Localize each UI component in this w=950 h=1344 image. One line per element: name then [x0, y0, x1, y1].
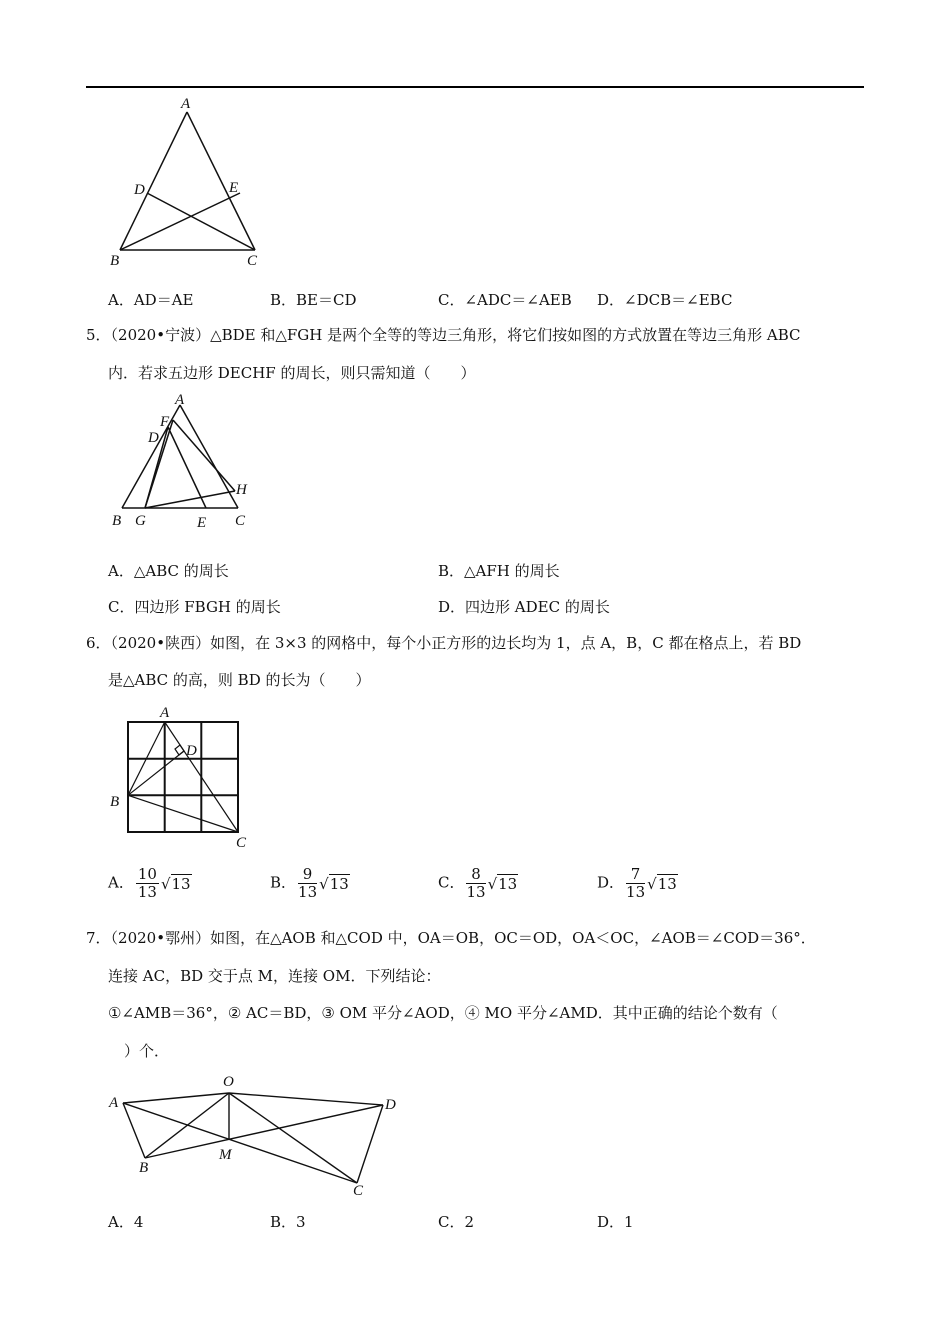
q5-label-b: B [112, 513, 122, 529]
q4-label-c: C [247, 253, 258, 269]
q5-label-c: C [235, 513, 246, 529]
q6-option-b-numerator: 9 [298, 866, 317, 884]
q4-option-c[interactable]: C．∠ADC＝∠AEB [438, 291, 572, 309]
q7-stem-line1: 7．（2020•鄂州）如图，在△AOB 和△COD 中，OA＝OB，OC＝OD，OA＜OC，∠AOB＝∠COD＝36°． [86, 929, 816, 947]
q6-stem-line1: 6．（2020•陕西）如图，在 3×3 的网格中，每个小正方形的边长均为 1，点 A，B，C 都在格点上，若 BD [86, 634, 802, 652]
q6-option-d-denominator: 13 [626, 883, 646, 901]
q6-grid-figure [100, 700, 260, 850]
q4-label-b: B [110, 253, 120, 269]
q6-label-c: C [236, 835, 247, 851]
q5-label-a: A [175, 392, 185, 408]
q6-option-c-sqrt-sign: √ [487, 874, 498, 893]
q4-option-d[interactable]: D．∠DCB＝∠EBC [597, 291, 733, 309]
q6-option-a-fraction [136, 866, 159, 901]
q6-stem-line2: 是△ABC 的高，则 BD 的长为（ ） [108, 671, 371, 689]
q6-option-d-sqrt [647, 875, 678, 893]
q5-option-c[interactable]: C．四边形 FBGH 的周长 [108, 598, 281, 616]
q6-option-c-denominator: 13 [466, 883, 486, 901]
q7-label-c: C [353, 1183, 364, 1199]
q7-label-m: M [219, 1147, 232, 1163]
q5-option-b[interactable]: B．△AFH 的周长 [438, 562, 560, 580]
q6-option-d-letter: D． [597, 873, 625, 892]
q6-option-b-fraction [298, 866, 317, 901]
q6-option-a-radicand: 13 [171, 874, 191, 893]
q7-option-c[interactable]: C．2 [438, 1213, 475, 1231]
q7-label-a: A [109, 1095, 119, 1111]
q6-option-d-sqrt-sign: √ [647, 874, 657, 893]
q6-option-c-letter: C． [438, 873, 465, 892]
q4-triangle-figure [100, 95, 280, 275]
q7-stem-line4: ）个． [124, 1042, 170, 1060]
q7-label-b: B [139, 1160, 149, 1176]
q6-option-b-denominator: 13 [298, 883, 318, 901]
q6-option-d-numerator: 7 [626, 866, 645, 884]
q6-label-b: B [110, 794, 120, 810]
q6-option-a-letter: A． [108, 873, 134, 892]
q4-label-d: D [134, 182, 145, 198]
q7-option-b[interactable]: B．3 [270, 1213, 306, 1231]
q6-option-a-sqrt-sign: √ [160, 874, 171, 893]
q7-stem-line3: ①∠AMB＝36°，② AC＝BD，③ OM 平分∠AOD，④ MO 平分∠AMD．其中正确的结论个数有（ [108, 1004, 778, 1022]
q7-triangles-figure [100, 1065, 420, 1205]
q6-option-d-fraction [626, 866, 645, 901]
q5-label-f: F [160, 414, 170, 430]
q6-option-a-numerator: 10 [137, 865, 157, 883]
q6-option-a-denominator: 13 [137, 883, 157, 901]
q7-option-d[interactable]: D．1 [597, 1213, 634, 1231]
q7-option-a[interactable]: A．4 [108, 1213, 144, 1231]
q6-option-b[interactable] [270, 866, 350, 901]
q6-option-b-letter: B． [270, 873, 297, 892]
q5-label-g: G [135, 513, 146, 529]
q6-option-d-radicand: 13 [657, 874, 677, 893]
q5-option-d[interactable]: D．四边形 ADEC 的周长 [438, 598, 610, 616]
q6-option-b-radicand: 13 [329, 874, 349, 893]
header-rule [86, 86, 864, 88]
q6-option-c-fraction [466, 866, 485, 901]
q7-label-o: O [223, 1074, 234, 1090]
q6-option-a-sqrt [161, 875, 192, 893]
q5-label-d: D [148, 430, 159, 446]
q6-option-a[interactable] [108, 866, 192, 901]
q4-option-b[interactable]: B．BE＝CD [270, 291, 357, 309]
q6-option-c-numerator: 8 [466, 866, 485, 884]
q4-label-a: A [181, 96, 191, 112]
q4-label-e: E [229, 180, 239, 196]
q5-triangle-figure [108, 390, 268, 535]
q5-stem-line2: 内．若求五边形 DECHF 的周长，则只需知道（ ） [108, 364, 476, 382]
q5-stem-line1: 5．（2020•宁波）△BDE 和△FGH 是两个全等的等边三角形，将它们按如图的方式放置在等边三角形 ABC [86, 326, 801, 344]
q6-option-c[interactable] [438, 866, 518, 901]
q4-option-a[interactable]: A．AD＝AE [108, 291, 194, 309]
q5-option-a[interactable]: A．△ABC 的周长 [108, 562, 229, 580]
q7-label-d: D [385, 1097, 396, 1113]
q5-label-h: H [236, 482, 247, 498]
q6-option-d[interactable] [597, 866, 678, 901]
q6-label-d: D [186, 743, 197, 759]
q5-label-e: E [197, 515, 207, 531]
q6-option-b-sqrt-sign: √ [319, 874, 329, 893]
q6-option-c-sqrt [488, 875, 519, 893]
q6-label-a: A [160, 705, 170, 721]
q6-option-b-sqrt [319, 875, 350, 893]
q7-stem-line2: 连接 AC，BD 交于点 M，连接 OM．下列结论： [108, 967, 441, 985]
q6-option-c-radicand: 13 [498, 874, 518, 893]
